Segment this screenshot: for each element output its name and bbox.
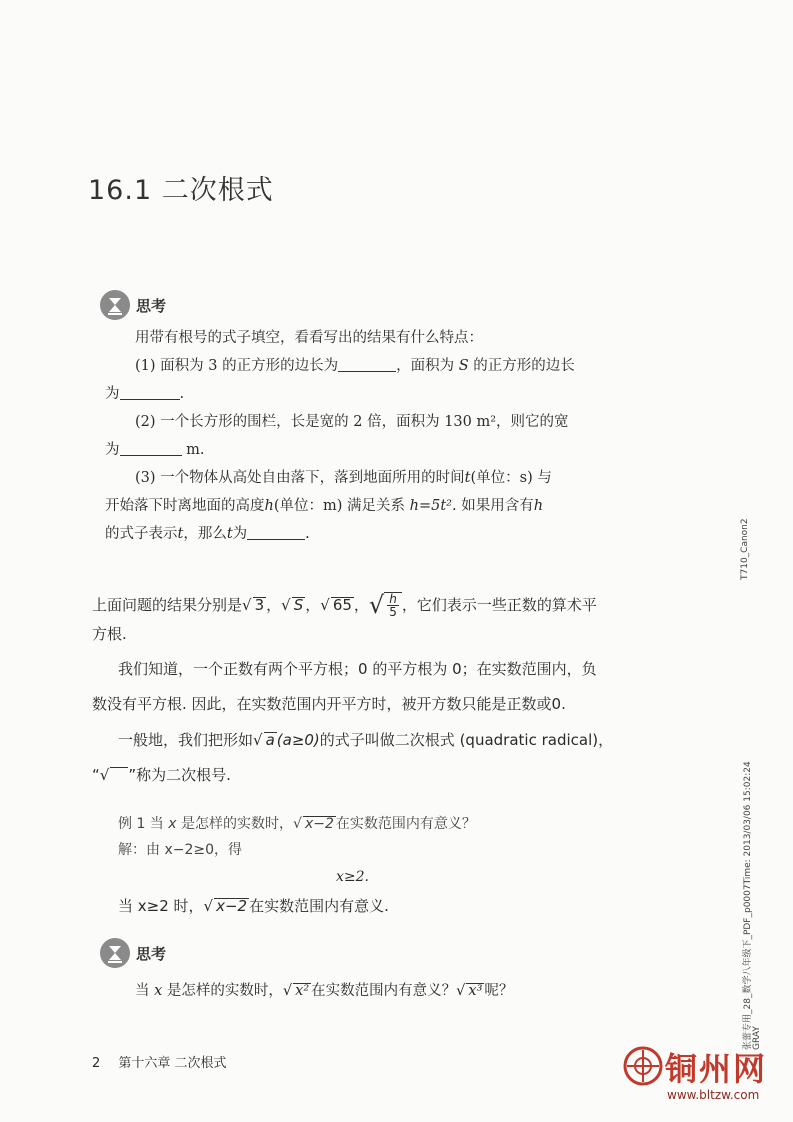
q3-text-e: 如果用含有	[461, 498, 534, 514]
think-label: 思考	[136, 944, 167, 963]
example-1	[118, 816, 476, 831]
fraction-denominator: 5	[389, 605, 397, 619]
example-solution: 解：由 x−2≥0，得	[118, 842, 243, 858]
radicand: a	[265, 731, 275, 749]
think1-q2-cont	[105, 443, 204, 458]
var-h: h	[264, 498, 274, 514]
para2-line2: 数没有平方根. 因此，在实数范围内开平方时，被开方数只能是正数或0.	[92, 695, 566, 713]
radicand: x−2	[304, 816, 334, 832]
example-text-e: 在实数范围内有意义.	[249, 897, 389, 915]
var-S: S	[458, 358, 469, 374]
var-x: x	[168, 816, 177, 832]
condition: (a≥0)	[276, 731, 320, 749]
logo-url: www.bltzw.com	[667, 1088, 760, 1102]
q1-text-a: (1) 面积为 3 的正方形的边长为	[135, 358, 339, 374]
think-badge	[100, 290, 166, 320]
radical: √ 65	[320, 596, 352, 614]
example-text-d: 当 x≥2 时，	[118, 897, 204, 915]
radicand: x−2	[216, 897, 248, 915]
thinker-icon	[100, 290, 130, 320]
radical: √ 3	[242, 596, 265, 614]
think-label: 思考	[136, 296, 167, 315]
para1-text-b: ，它们表示一些正数的算术平	[401, 595, 597, 614]
q1-text-c: 的正方形的边长	[473, 358, 575, 374]
answer-blank	[120, 398, 180, 400]
q3-text-b: (单位：s) 与	[470, 470, 552, 486]
para1-text-a: 上面问题的结果分别是	[92, 595, 243, 614]
example-conclusion	[118, 898, 389, 914]
para2-line1: 我们知道，一个正数有两个平方根；0 的平方根为 0；在实数范围内，负	[118, 660, 597, 678]
think2-text-a: 当	[135, 983, 150, 999]
example-result: x≥2.	[336, 869, 369, 885]
color-mode-stamp: GRAY	[752, 1026, 762, 1050]
q1-text-b: ，面积为	[396, 358, 455, 374]
page-footer	[92, 1052, 227, 1071]
think1-q2: (2) 一个长方形的围栏，长是宽的 2 倍，面积为 130 m²，则它的宽	[135, 414, 569, 430]
q3-text-d: (单位：m) 满足关系	[273, 498, 406, 514]
radical: √ x−2	[203, 897, 248, 915]
fraction-numerator: h	[389, 592, 397, 606]
q1-text-e: .	[179, 386, 185, 402]
think2-text-b: 是怎样的实数时，	[166, 983, 283, 999]
var-t: t	[226, 526, 233, 542]
separator: ，	[305, 595, 321, 614]
example-text-b: 是怎样的实数时，	[181, 816, 294, 832]
print-timestamp-stamp: 张蕾专用_28_数学八年级下_PDF_p0007Time: 2013/03/06 15:02:24	[743, 761, 753, 1050]
separator: ，	[353, 595, 369, 614]
think1-q3	[135, 471, 552, 486]
para3-line2	[92, 767, 231, 783]
radical: √ x²	[282, 983, 310, 999]
think2-text-c: 在实数范围内有意义？	[311, 983, 457, 999]
logo-text: 铜州网	[665, 1050, 768, 1088]
q3-formula: h=5t².	[409, 498, 457, 514]
think2-text-d: 呢？	[484, 983, 514, 999]
thinker-icon	[100, 938, 130, 968]
q3-text-a: (3) 一个物体从高处自由落下，落到地面所用的时间	[135, 470, 465, 486]
radicand: 65	[332, 596, 352, 614]
var-t: t	[177, 526, 184, 542]
radical: √ x³	[456, 983, 483, 999]
q3-text-g: ，那么	[183, 526, 227, 542]
q2-text-b: 为	[105, 442, 120, 458]
think2-question	[135, 983, 513, 999]
page-number: 2	[92, 1056, 101, 1071]
para3-text-b: 的式子叫做二次根式 (quadratic radical)，	[319, 731, 614, 749]
separator: ，	[266, 595, 282, 614]
radicand: S	[293, 596, 304, 614]
q2-text-c: m.	[186, 442, 205, 458]
radical-fraction: √ $\frac{h}{5}$	[369, 592, 402, 618]
para3-line1	[118, 732, 613, 748]
radicand: x²	[295, 983, 310, 999]
think1-intro: 用带有根号的式子填空，看看写出的结果有什么特点：	[135, 330, 483, 346]
radicand: x³	[468, 983, 483, 999]
answer-blank	[247, 538, 305, 540]
radical: √ a	[253, 731, 275, 749]
think1-q3-cont2	[105, 527, 310, 542]
q3-text-f: 的式子表示	[105, 526, 178, 542]
q3-text-i: 为	[232, 526, 248, 542]
quote-open: “	[92, 766, 100, 784]
var-h: h	[533, 498, 544, 514]
para3-text-c: ”称为二次根号.	[128, 766, 231, 784]
para1-line2: 方根.	[92, 625, 127, 643]
think1-q1	[135, 359, 575, 374]
var-t: t	[464, 470, 471, 486]
q1-text-d: 为	[105, 386, 120, 402]
q3-text-j: .	[305, 526, 310, 542]
radical-symbol: √	[100, 767, 129, 783]
think1-q3-cont	[105, 499, 543, 514]
para1-line1	[92, 592, 597, 618]
q3-text-c: 开始落下时离地面的高度	[105, 498, 265, 514]
var-x: x	[154, 983, 163, 999]
watermark-logo	[621, 1024, 771, 1114]
answer-blank	[120, 454, 182, 456]
radical: √ x−2	[293, 816, 334, 832]
scanner-stamp: T710_Canon2	[740, 518, 750, 580]
radical: √ S	[281, 596, 304, 614]
section-title: 16.1 二次根式	[88, 175, 274, 206]
think1-q1-cont	[105, 387, 184, 402]
para3-text-a: 一般地，我们把形如	[118, 731, 254, 749]
chapter-title: 第十六章 二次根式	[118, 1056, 227, 1071]
example-text-c: 在实数范围内有意义？	[335, 816, 476, 832]
think-badge-2	[100, 938, 166, 968]
example-text-a: 例 1 当	[118, 816, 164, 832]
answer-blank	[338, 370, 396, 372]
radicand: 3	[254, 596, 265, 614]
